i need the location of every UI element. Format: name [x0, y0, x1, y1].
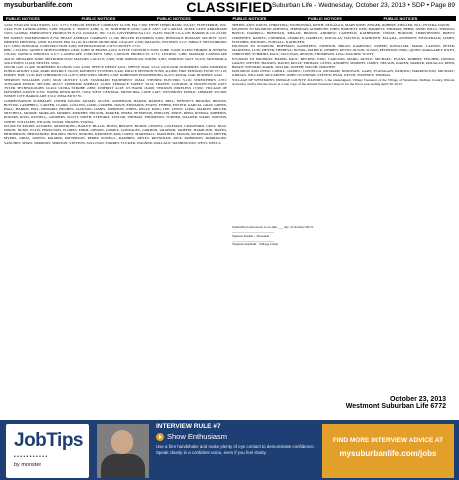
notice-paragraph: $25,000.00 TO $49,999.99: ADESINA, JEREMIAH; ALBRECHT, JOHN; BARNETT, KEN; BARRETT, THOMAS; BEHM, ANNE; BILLS, THOMAS; BOYCE, DARRELL; BRENNAN, MEGAN; BROWN, ANDREW; CANFIELD, KATHERINE; CHASE, BURTON; CHRISTENSEN, BRETT; CHOFFNEY, DANIEL; CORDERO, CHARLES; DAHELLE, DOUGLAS; DATTILO, KATHLEEN; FALADA, ANTHONY; FITZGERALD, JAMES; FLEISHER, MICHAEL; FURSALL, KATHLEEN.	[232, 27, 455, 44]
interview-photo	[97, 424, 149, 478]
person-body	[101, 454, 145, 478]
notice-paragraph: SHERYL ANN; WATTS, CHRISTINA; WOJNOWSKI, KEITH; ZEIGAGLO, MARY ROSE; ZINGER, ROBERT; ZIEGLER, JILL; ZYSTRA, DAVID.	[232, 23, 451, 27]
notice-paragraph: $100,000.00 AND OVER: CAHILL, DANIEL; COSTELLO, RICHARD; DONOVAN, GARY; FLANAGAN, PATRICK; HARRINGTON, MICHAEL; JORDAN, WILLIAM; MCCARTHY, JOHN; O'CONNOR, STEVEN; RYAN, KEVIN; SWEENEY, THOMAS.	[232, 69, 455, 78]
publication-paper: Westmont Suburban Life 6772	[345, 403, 446, 410]
find-more-url[interactable]: mysuburbanlife.com/jobs	[339, 449, 437, 458]
clerk-name: Virginia Szymski - Village Clerk	[232, 242, 278, 247]
issue-line: Suburban Life - Wednesday, October 23, 2013 • SDP • Page 89	[271, 2, 455, 9]
interview-tip	[156, 423, 316, 479]
notice-label: PUBLIC NOTICES	[157, 16, 191, 21]
find-more-advice-link[interactable]	[322, 424, 454, 478]
notice-paragraph: $75,000.00 TO $99,999.99: BAKER, PAUL; BECKER, ERIC; CARLSON, MARK; DOYLE, MICHAEL; EVANS, ROBERT; FISCHER, DONNA; GRANT, STEVEN; HANSEN, DAVID; KELLY, THOMAS; LEWIS, ANDREW; MURPHY, JAMES; NELSON, KAREN; PARKER, DOUGLAS; REED, BRIAN; STEWART, MARK; TAYLOR, JOSEPH; WALSH, TIMOTHY.	[232, 56, 455, 70]
signature-rule: ________________________	[232, 229, 274, 234]
notice-label: PUBLIC NOTICES	[6, 16, 40, 21]
notice-label: PUBLIC NOTICES	[383, 16, 418, 21]
logo-byline: by monster	[14, 462, 42, 468]
jobtips-logo[interactable]	[6, 424, 89, 478]
notice-paragraph: COMPENSATION SUMMARY: UNDER $25,000: ADAMS, ALLEN, ANDERSON, BAKER, BARNES, BELL, BENNETT, BROOKS, BROWN, BUTLER, CAMPBELL, CARTER, CLARK, COLLINS, COOK, COOPER, DAVIS, EDWARDS, EVANS, FISHER, FOSTER, GARCIA, GRAY, GREEN, HALL, HARRIS, HILL, HOWARD, HUGHES, JACKSON, JAMES, JOHNSON, JONES, KELLY, KING, LEE, LEWIS, LONG, MARTIN, MILLER, MITCHELL, MOORE, MORGAN, MORRIS, MURPHY, NELSON, PARKER, PEREZ, PETERSON, PHILLIPS, PRICE, REED, RIVERA, ROBERTS, ROGERS, ROSS, RUSSELL, SANDERS, SCOTT, SMITH, STEWART, TAYLOR, THOMAS, THOMPSON, TURNER, WALKER, WARD, WATSON, WHITE, WILLIAMS, WILSON, WOOD, WRIGHT, YOUNG.	[4, 98, 227, 124]
right-notice-column	[232, 23, 455, 223]
notice-paragraph: $25,000 TO $49,999: ALVAREZ, ARMSTRONG, BAILEY, BLACK, BOYD, BRYANT, BURNS, CHAVEZ, COLEMAN, CRAWFORD, CRUZ, DIAZ, DIXON, DUNN, ELLIS, FERGUSON, FLORES, FORD, GIBSON, GOMEZ, GONZALEZ, GORDON, GRAHAM, GRIFFIN, HAMILTON, HAYES, HENDERSON, HERNANDEZ, HOLMES, HUNT, JENKINS, KENNEDY, KIM, LOPEZ, MARSHALL, MARTINEZ, MASON, MCDONALD, MEYER, MYERS, ORTIZ, OWENS, PALMER, PATTERSON, PERRY, POWELL, RAMIREZ, REYES, REYNOLDS, RICE, ROBINSON, RODRIGUEZ, SANCHEZ, SHAW, SIMMONS, SIMPSON, STEVENS, SULLIVAN, TORRES, TUCKER, WAGNER, WALLACE, WASHINGTON, WEST, WELLS.	[4, 123, 227, 145]
notice-label: PUBLIC NOTICES	[232, 16, 267, 21]
sworn-line: Subscribed and sworn to on this ___ day of October 2013.	[232, 225, 314, 229]
notice-paragraph: SHERWIN WILLIAMS 2,935; SIGN OUTLET 3,128; STANDARD EQUIPMENT 19,844; STEINER ELECTRIC 5,116; STREICHER'S 2,701; SUNGARD PUBLIC SECTOR 48,317; SUPERIOR ASPHALT 12,005; TERRACE SUPPLY 3,614; TRAFFIC CONTROL & PROTECTION 9,267; TYLER TECHNOLOGIES 10,224; ULTRA STROBE 2,880; UNIFIRST 4,118; US BANK 16,406; VERIZON WIRELESS 17,982; VILLAGE OF DOWNERS GROVE 6,331; WATER RESOURCES 7,004; WEST CENTRAL MUNICIPAL CONF 2,947; WESTMONT PUBLIC LIBRARY 251,006; WINDY CITY BARRICADE 3,512; ZIEGLER 8,776.	[4, 77, 227, 99]
interview-tip-body: Use a firm handshake and make plenty of eye contact to demonstrate confidence. Speak clearly in a confident voice, even if you feel shaky.	[156, 444, 315, 455]
logo-dots: • • • • • • • • • • •	[14, 454, 48, 460]
site-name: mysuburbanlife.com	[4, 2, 73, 9]
publication-date: October 23, 2013	[389, 396, 446, 403]
notice-label: PUBLIC NOTICES	[81, 16, 116, 21]
notice-paragraph: 3,226; EXACOD SOLUTIONS, LLC 3,771; EXELON ENERGY COMPANY 61,538; FIA 7,309; FIFTH THIRD BANK 555,347; FLEETPRIDE, INC. 2,444; FOX LANDSCAPING 5,180; FRANK C. TROUT 2,689; G. M. NORTHRUP 2,629; GALE 2,827; GE CAPITAL 20,264; GLEN ABRAHAMS 5,953; GLOBAL EMERGENCY PRODUCTS 8,174; GOOGLE, INC 7,415; GOVTEMPSUSA LLC 15,435; HACH CO 4,128; HARRIS & CO 23,196; HD SUPPLY WATERWORKS 8,754; HEALY ASPHALT COMPANY 11,149; HELLER PLUMBING 6,902; HINSDALE HUMANE SOCIETY 3,015; IMPRESS PRINTING 2,668; ILLINOIS EPA 34,116; ILLINOIS MUNICIPAL LEAGUE 2,500; IMAGING SYSTEMS 3,117; IMPACT NETWORKING LLC 5,804; INTEGRAL CONSTRUCTION 3,262; INTERNATIONAL CITY/COUNTY 2,715.	[4, 23, 227, 49]
notice-paragraph: $50,000.00 TO $74,999.99: HOFFMAN, KATHLEEN; JOHNSON, BRIAN; KAMINSKI, JOSEPH; KOWALSKI, MARK; LARSON, PETER; MARTINEZ, LUIS; MEYER, THERESA; NOVAK, PATRICK; O'BRIEN, KEVIN; OLSON, SUSAN; PETERSON, ERIC; QUINN, MARGARET; RILEY, CHRISTINE; SCHMIDT, PAUL; SULLIVAN, DENNIS; THOMPSON, LISA; WAGNER, SCOTT.	[232, 44, 455, 57]
interview-rule-title: INTERVIEW RULE #7	[156, 423, 221, 430]
public-notices-bar	[3, 16, 456, 21]
section-title: CLASSIFIED	[186, 0, 273, 15]
publication-stamp	[300, 396, 446, 410]
play-icon	[156, 433, 164, 441]
signature-block	[232, 225, 314, 246]
notice-label: PUBLIC NOTICES	[308, 16, 342, 21]
interview-subtitle-text: Show Enthusiasm	[167, 432, 228, 441]
jobtips-wordmark: JobTips	[14, 430, 83, 451]
interview-rule-subtitle	[156, 432, 316, 441]
notice-paragraph: VILLAGE OF WESTMONT, DUPAGE COUNTY, ILLINOIS. I, the undersigned, Village Treasurer of the Village of Westmont, DuPage County, Illinois, do hereby certify that the above is a true copy of the Annual Treasurer's Report for the fiscal year ending April 30, 2013.	[232, 77, 455, 86]
left-notice-column	[4, 23, 227, 358]
find-more-heading: FIND MORE INTERVIEW ADVICE AT	[332, 437, 444, 444]
person-head	[111, 430, 133, 454]
notice-paragraph: NICOR GAS 21,448; NORTHERN ILLINOIS GAS 4,930; OFFICE DEPOT 6,021; OFFICE MAX 3,514; OUTLOOK NURSERIES 3,904; PADDOCK PUBLICATIONS 2,642; PARK DISTRICT 18,250; PAYMENT SYSTEMS 6,440; POLICE PENSION FUND 412,880; FIRE PENSION FUND 377,119; POMP'S TIRE 3,118; RAY O'HERRON CO 11,873; RED WING SHOES 2,520; ROBINSON ENGINEERING 41,225; ROYAL OAK NURSERY 4,442.	[4, 65, 227, 78]
treasurer-name: Spencer Parker - Treasurer	[232, 233, 270, 238]
notice-paragraph: IPBC 1,103,659; JANNEY MONTGOMERY 2,846; JOHN M BURNS 4,019; K-FIVE CONSTRUCTION CORP 15,928; KLEIN THORPE & JENKINS 133,442; KONICA MINOLTA 6,117; LANDSCAPE CONCEPTS 5,882; LAWSON PRODUCTS 4,771; LEXIPOL 3,480; MARIANI LANDSCAPE 29,610; MENARDS 8,066; METROPOLITAN MAYORS CAUCUS 2,500; MID AMERICAN WATER 4,381; MORTON SALT 52,219; MOTOROLA SOLUTIONS 12,618; NEXTEL 3,095.	[4, 48, 227, 65]
signature-rule: ________________________	[232, 237, 274, 242]
